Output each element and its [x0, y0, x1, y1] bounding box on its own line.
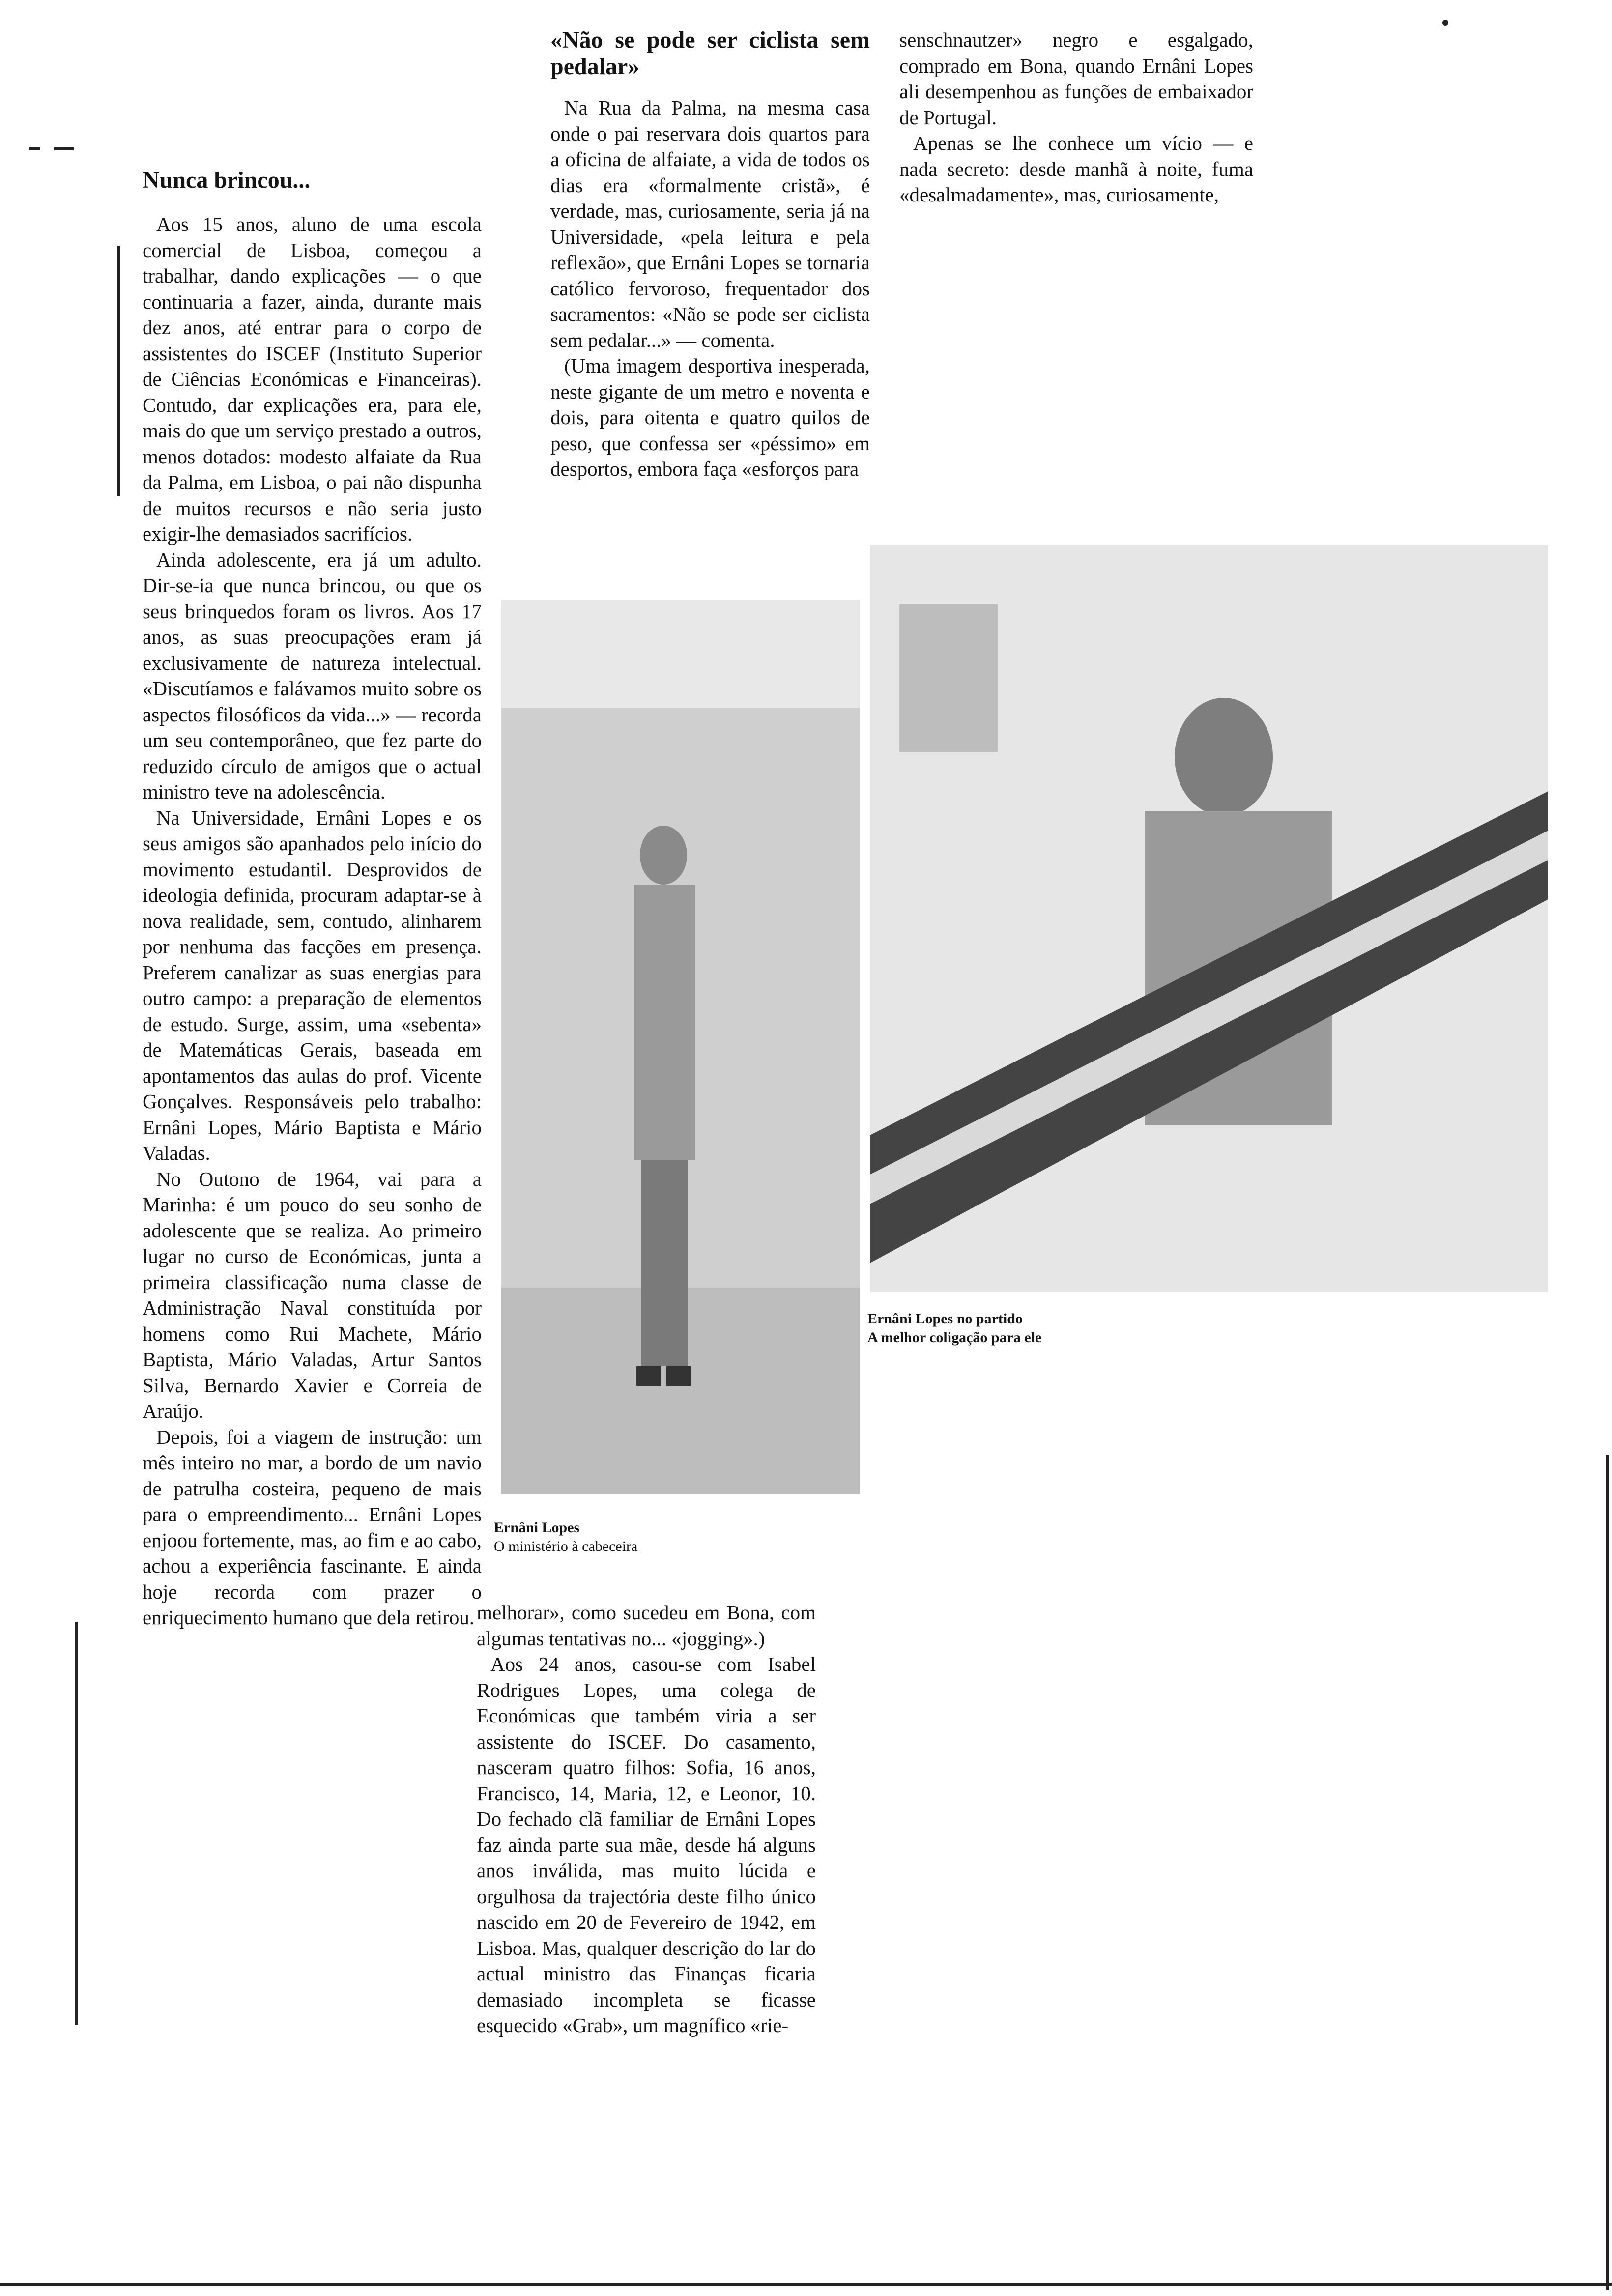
caption-text: A melhor coligação para ele: [867, 1329, 1042, 1346]
column-3: [899, 27, 1253, 208]
scan-mark: [29, 147, 40, 150]
photo-image: [870, 545, 1548, 1292]
photo-caption-right: [867, 1310, 1211, 1347]
paragraph: senschnautzer» negro e esgalgado, comprado em Bona, quando Ernâni Lopes ali desempenhou as funções de embaixador de Portugal.: [899, 29, 1253, 129]
scan-dot: [1442, 20, 1448, 26]
photo-image: [501, 600, 860, 1494]
column-2-bottom: [477, 1600, 816, 2038]
bottom-rule: [0, 2283, 1612, 2286]
paragraph: melhorar», como sucedeu em Bona, com algumas tentativas no... «jogging».): [477, 1601, 816, 1650]
photo-ernani-lopes-standing: [501, 600, 860, 1494]
photo-caption-left: [494, 1519, 799, 1556]
right-edge-rule: [1606, 1455, 1609, 2290]
paragraph: Ainda adolescente, era já um adulto. Dir-se-ia que nunca brincou, ou que os seus brinquedos foram os livros. Aos 17 anos, as suas preocupações eram já exclusivamente de natureza intelectual. «Discutíamos e falávamos muito sobre os aspectos filosóficos da vida...» — recorda um seu contemporâneo, que fez parte do reduzido círculo de amigos que o actual ministro teve na adolescência.: [143, 548, 482, 803]
paragraph: Apenas se lhe conhece um vício — e nada secreto: desde manhã à noite, fuma «desalmadamente», mas, curiosamente,: [899, 132, 1253, 206]
paragraph: Aos 24 anos, casou-se com Isabel Rodrigues Lopes, uma colega de Económicas que também viria a ser assistente do ISCEF. Do casamento, nasceram quatro filhos: Sofia, 16 anos, Francisco, 14, Maria, 12, e Leonor, 10. Do fechado clã familiar de Ernâni Lopes faz ainda parte sua mãe, desde há alguns anos inválida, mas muito lúcida e orgulhosa da trajectória deste filho único nascido em 20 de Fevereiro de 1942, em Lisboa. Mas, qualquer descrição do lar do actual ministro das Finanças ficaria demasiado incompleta se ficasse esquecido «Grab», um magnífico «rie-: [477, 1653, 816, 2037]
section-heading: «Não se pode ser ciclista sem pedalar»: [550, 27, 870, 80]
paragraph: Na Universidade, Ernâni Lopes e os seus amigos são apanhados pelo início do movimento estudantil. Desprovidos de ideologia definida, procuram adaptar-se à nova realidade, sem, contudo, alinharem por nenhuma das facções em presença. Preferem canalizar as suas energias para outro campo: a preparação de elementos de estudo. Surge, assim, uma «sebenta» de Matemáticas Gerais, baseada em apontamentos das aulas do prof. Vicente Gonçalves. Responsáveis pelo trabalho: Ernâni Lopes, Mário Baptista e Mário Valadas.: [143, 806, 482, 1164]
paragraph: Na Rua da Palma, na mesma casa onde o pai reservara dois quartos para a oficina de alfaiate, a vida de todos os dias era «formalmente cristã», é verdade, mas, curiosamente, seria já na Universidade, «pela leitura e pela reflexão», que Ernâni Lopes se tornaria católico fervoroso, frequentador dos sacramentos: «Não se pode ser ciclista sem pedalar...» — comenta.: [550, 96, 870, 351]
margin-rule: [75, 1622, 78, 2025]
caption-name: Ernâni Lopes no partido: [867, 1311, 1023, 1327]
paragraph: No Outono de 1964, vai para a Marinha: é um pouco do seu sonho de adolescente que se realiza. Ao primeiro lugar no curso de Económicas, junta a primeira classificação numa classe de Administração Naval constituída por homens como Rui Machete, Mário Baptista, Mário Valadas, Artur Santos Silva, Bernardo Xavier e Correia de Araújo.: [143, 1167, 482, 1422]
caption-name: Ernâni Lopes: [494, 1520, 580, 1536]
section-heading: Nunca brincou...: [143, 167, 311, 193]
scan-mark: [54, 147, 74, 150]
paragraph: (Uma imagem desportiva inesperada, neste gigante de um metro e noventa e dois, para oitenta e quatro quilos de peso, que confessa ser «péssimo» em desportos, embora faça «esforços para: [550, 354, 870, 480]
margin-rule: [117, 246, 120, 496]
caption-text: O ministério à cabeceira: [494, 1538, 638, 1554]
column-2-top: [550, 27, 870, 482]
photo-ernani-lopes-parliament: [870, 545, 1548, 1292]
paragraph: Depois, foi a viagem de instrução: um mês inteiro no mar, a bordo de um navio de patrulha costeira, pequeno de mais para o empreendimento... Ernâni Lopes enjoou fortemente, mas, ao fim e ao cabo, achou a experiência fascinante. E ainda hoje recorda com prazer o enriquecimento humano que dela retirou.: [143, 1425, 482, 1629]
column-1: [143, 167, 482, 1631]
paragraph: Aos 15 anos, aluno de uma escola comercial de Lisboa, começou a trabalhar, dando explicações — o que continuaria a fazer, ainda, durante mais dez anos, até entrar para o corpo de assistentes do ISCEF (Instituto Superior de Ciências Económicas e Financeiras). Contudo, dar explicações era, para ele, mais do que um serviço prestado a outros, menos dotados: modesto alfaiate da Rua da Palma, em Lisboa, o pai não dispunha de muitos recursos e não seria justo exigir-lhe demasiados sacrifícios.: [143, 213, 482, 545]
